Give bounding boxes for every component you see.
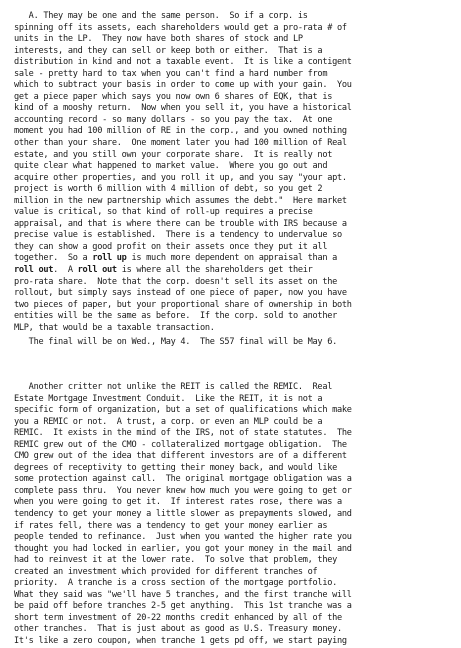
text-line xyxy=(14,46,352,58)
text-line xyxy=(14,115,352,127)
text-run: entities will be the same as before. If the corp. sold to another xyxy=(14,311,337,322)
text-run: thought you had locked in earlier, you got your money in the mail and xyxy=(14,543,352,554)
text-line xyxy=(14,474,352,486)
text-line xyxy=(14,521,352,533)
text-run: other tranches. That is just about as good as U.S. Treasury money. xyxy=(14,624,342,635)
text-run: . A xyxy=(53,265,78,276)
text-run: accounting record - so many dollars - so you pay the tax. At one xyxy=(14,114,333,125)
text-run: get a piece paper which says you now own 6 shares of EQK, that is xyxy=(14,91,333,102)
text-run: CMO grew out of the idea that different investors are of a different xyxy=(14,451,347,462)
text-run: sale - pretty hard to tax when you can't find a hard number from xyxy=(14,68,328,79)
text-run: together. So a xyxy=(14,253,93,264)
text-run: It's like a zero coupon, when tranche 1 gets pd off, we start paying xyxy=(14,636,347,647)
text-run: spinning off its assets, each shareholders would get a pro-rata # of xyxy=(14,22,347,33)
text-run: units in the LP. They now have both shares of stock and LP xyxy=(14,34,303,45)
text-line xyxy=(14,265,352,277)
text-line xyxy=(14,578,352,590)
text-run: which to subtract your basis in order to come up with your gain. You xyxy=(14,80,352,91)
text-run: appraisal, and that is where there can be trouble with IRS because a xyxy=(14,218,347,229)
text-run: had to reinvest it at the lower rate. To solve that problem, they xyxy=(14,555,337,566)
text-line xyxy=(14,219,352,231)
text-run: pro-rata share. Note that the corp. doesn't sell its asset on the xyxy=(14,276,337,287)
text-run: other than your share. One moment later you had 100 million of Real xyxy=(14,138,347,149)
text-run: degrees of receptivity to getting their money back, and would like xyxy=(14,462,337,473)
text-run: estate, and you still own your corporate share. It is really not xyxy=(14,149,333,160)
text-line xyxy=(14,69,352,81)
text-run: is where all the shareholders get their xyxy=(116,265,313,276)
text-line xyxy=(14,242,352,254)
text-line xyxy=(14,173,352,185)
text-run: rollout, but simply says instead of one piece of paper, now you have xyxy=(14,288,347,299)
text-run: REMIC. It exists in the mind of the IRS, not of state statutes. The xyxy=(14,428,352,439)
text-run: kind of a mooshy return. Now when you sell it, you have a historical xyxy=(14,103,352,114)
text-line xyxy=(14,11,352,23)
text-line xyxy=(14,184,352,196)
text-run: Another critter not unlike the REIT is called the REMIC. Real xyxy=(14,382,333,392)
text-run: MLP, that would be a taxable transaction. xyxy=(14,322,215,333)
text-run: complete pass thru. You never knew how much you were going to get or xyxy=(14,485,352,496)
text-line xyxy=(14,555,352,567)
text-line xyxy=(14,382,352,394)
text-run: The final will be on Wed., May 4. The S57 final will be May 6. xyxy=(14,337,337,347)
text-run: distribution in kind and not a taxable event. It is like a contigent xyxy=(14,57,352,68)
text-line xyxy=(14,601,352,613)
text-line xyxy=(14,57,352,69)
text-line xyxy=(14,138,352,150)
text-line xyxy=(14,92,352,104)
text-line xyxy=(14,509,352,521)
text-line xyxy=(14,394,352,406)
text-run: value is critical, so that kind of roll-up requires a precise xyxy=(14,207,313,218)
text-line xyxy=(14,207,352,219)
bold-term: roll out xyxy=(77,265,117,276)
text-line xyxy=(14,567,352,579)
text-run: quite clear what happened to market value. Where you go out and xyxy=(14,161,328,172)
text-line xyxy=(14,23,352,35)
text-run: if rates fell, there was a tendency to get your money earlier as xyxy=(14,520,328,531)
text-line xyxy=(14,451,352,463)
text-run: created an investment which provided for different tranches of xyxy=(14,566,318,577)
paragraph-final-exam-dates xyxy=(14,337,337,349)
text-line xyxy=(14,544,352,556)
text-line xyxy=(14,323,352,335)
text-run: tendency to get your money a little slower as prepayments slowed, and xyxy=(14,509,352,520)
text-run: REMIC grew out of the CMO - collateralized mortgage obligation. The xyxy=(14,439,347,450)
text-line xyxy=(14,161,352,173)
text-run: two pieces of paper, but your proportional share of ownership in both xyxy=(14,299,352,310)
text-line xyxy=(14,300,352,312)
text-run: precise value is established. There is a tendency to undervalue so xyxy=(14,230,342,241)
text-run: is much more dependent on appraisal than a xyxy=(126,253,338,264)
text-line xyxy=(14,532,352,544)
text-run: you a REMIC or not. A trust, a corp. or even an MLP could be a xyxy=(14,416,323,427)
bold-term: roll out xyxy=(14,265,54,276)
text-run: interests, and they can sell or keep both or either. That is a xyxy=(14,45,323,56)
text-run: priority. A tranche is a cross section of the mortgage portfolio. xyxy=(14,578,337,589)
text-line xyxy=(14,126,352,138)
text-line xyxy=(14,311,352,323)
text-run: when you were going to get it. If interest rates rose, there was a xyxy=(14,497,342,508)
text-line xyxy=(14,288,352,300)
text-line xyxy=(14,253,352,265)
text-line xyxy=(14,277,352,289)
text-line xyxy=(14,440,352,452)
text-run: they can show a good profit on their assets once they put it all xyxy=(14,241,328,252)
text-run: A. They may be one and the same person. So if a corp. is xyxy=(14,11,308,21)
text-run: Estate Mortgage Investment Conduit. Like the REIT, it is not a xyxy=(14,393,323,404)
text-run: What they said was "we'll have 5 tranches, and the first tranche will xyxy=(14,589,352,600)
text-line xyxy=(14,463,352,475)
text-run: some protection against call. The original mortgage obligation was a xyxy=(14,474,352,485)
text-line xyxy=(14,613,352,625)
text-run: project is worth 6 million with 4 million of debt, so you get 2 xyxy=(14,184,323,195)
text-run: moment you had 100 million of RE in the corp., and you owned nothing xyxy=(14,126,347,137)
text-line xyxy=(14,196,352,208)
text-line xyxy=(14,103,352,115)
text-run: million in the new partnership which assumes the debt." Here market xyxy=(14,195,347,206)
text-line xyxy=(14,636,352,648)
text-run: be paid off before tranches 2-5 get anything. This 1st tranche was a xyxy=(14,601,352,612)
text-line xyxy=(14,337,337,349)
text-line xyxy=(14,624,352,636)
text-line xyxy=(14,417,352,429)
text-line xyxy=(14,497,352,509)
text-run: specific form of organization, but a set of qualifications which make xyxy=(14,405,352,416)
text-line xyxy=(14,405,352,417)
text-run: short term investment of 20-22 months credit enhanced by all of the xyxy=(14,612,342,623)
text-run: acquire other properties, and you roll it up, and you say "your apt. xyxy=(14,172,347,183)
text-line xyxy=(14,34,352,46)
paragraph-remic xyxy=(14,382,352,648)
paragraph-roll-up-roll-out xyxy=(14,11,352,334)
text-line xyxy=(14,428,352,440)
text-run: people tended to refinance. Just when you wanted the higher rate you xyxy=(14,532,352,543)
text-line xyxy=(14,150,352,162)
bold-term: roll up xyxy=(92,253,127,264)
text-line xyxy=(14,80,352,92)
text-line xyxy=(14,486,352,498)
text-line xyxy=(14,230,352,242)
